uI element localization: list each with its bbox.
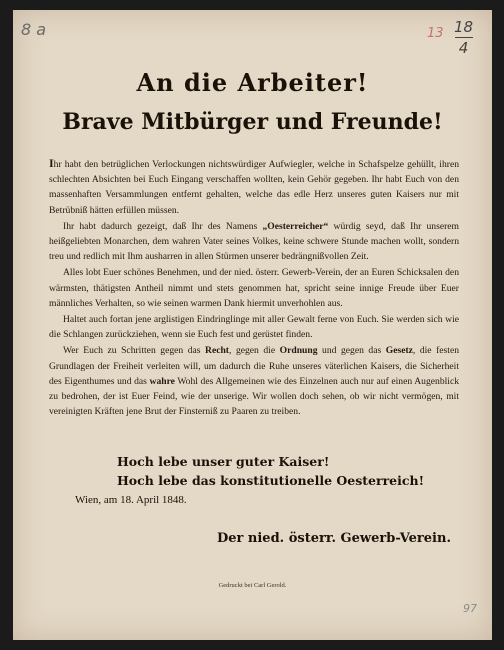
paragraph-4: Haltet auch fortan jene arglistigen Eindringlinge mit aller Gewalt ferne von Euch. Sie werden sich wie die Schlangen zurückziehen, wenn sie Euch fest und gerüstet finden. bbox=[49, 314, 459, 341]
cheer-kaiser: Hoch lebe unser guter Kaiser! bbox=[117, 454, 330, 469]
emphasis-ordnung: Ordnung bbox=[279, 345, 318, 357]
archive-mark-top-left: 8 a bbox=[21, 20, 47, 39]
poster-sheet bbox=[13, 10, 492, 640]
paragraph-2-text-b: würdig seyd, daß Ihr unserem heißgeliebten Monarchen, dem wahren Vater seines Volkes, keine schwere Stunde machen wollt, sondern treu und redlich mit Ihm ausharren in allen Stürmen unserer bedrängnißvollen Zeit. bbox=[49, 220, 459, 263]
cheers-block bbox=[117, 452, 437, 490]
paragraph-5 bbox=[49, 343, 459, 419]
emphasis-recht: Recht bbox=[205, 345, 230, 357]
archive-mark-red: 13 bbox=[427, 26, 444, 41]
paragraph-2-text-a: Ihr habt dadurch gezeigt, daß Ihr des Namens bbox=[63, 220, 263, 232]
fraction-numerator: 18 bbox=[454, 18, 474, 36]
paragraph-5-text-2: , gegen die bbox=[229, 345, 280, 357]
fraction-bar bbox=[455, 37, 473, 38]
paragraph-5-text-5: Wohl des Allgemeinen wie des Einzelnen auch nur auf einen Augenblick zu bedrohen, der ist Euer Feind, wie der unserige. Wir wollen doch sehen, ob wir nicht vermögen, mit vereinigten Kräften jene Brut der Finsterniß zu Paaren zu treiben. bbox=[49, 375, 459, 418]
emphasis-oesterreicher: „Oesterreicher“ bbox=[262, 220, 329, 232]
archive-mark-fraction bbox=[454, 18, 473, 57]
poster-body bbox=[49, 156, 459, 420]
poster-subheading: Brave Mitbürger und Freunde! bbox=[62, 109, 443, 135]
paragraph-5-text-1: Wer Euch zu Schritten gegen das bbox=[63, 345, 206, 357]
paragraph-1 bbox=[49, 156, 459, 218]
archive-mark-bottom: 97 bbox=[463, 602, 477, 615]
cheer-oesterreich: Hoch lebe das konstitutionelle Oesterreich! bbox=[117, 473, 425, 488]
signature: Der nied. österr. Gewerb-Verein. bbox=[217, 531, 451, 546]
emphasis-wahre: wahre bbox=[149, 375, 175, 387]
paragraph-1-text: hr habt den betrüglichen Verlockungen nichtswürdiger Aufwiegler, welche in Schafspelze gehüllt, ihren schlechten Absichten bei Euch Eingang verschaffen wollten, kein Gehör gegeben. Ihr habt Euch von den massenhaften Versammlungen entfernt gehalten, welche das edle Herz unseres guten Kaisers nur mit Betrübniß hätten erfüllen müssen. bbox=[49, 159, 459, 216]
paragraph-3: Alles lobt Euer schönes Benehmen, und der nied. österr. Gewerb-Verein, der an Euren Schicksalen den wärmsten, thätigsten Antheil nimmt und stets genommen hat, spricht seine innige Freude über Euer männliches Verhalten, so wie seinen warmen Dank hiermit unverhohlen aus. bbox=[49, 267, 459, 309]
place-date: Wien, am 18. April 1848. bbox=[75, 494, 187, 506]
printer-credit: Gedruckt bei Carl Gerold. bbox=[218, 582, 287, 589]
emphasis-gesetz: Gesetz bbox=[385, 345, 413, 357]
paragraph-5-text-3: und gegen das bbox=[317, 345, 386, 357]
dropcap: I bbox=[49, 156, 54, 170]
paragraph-5-text-4: , die festen Grundlagen der Freiheit verleiten will, um dadurch die Ruhe unseres väterlichen Kaisers, die Sicherheit des Eigenthumes und das bbox=[49, 345, 459, 387]
fraction-denominator: 4 bbox=[458, 39, 469, 57]
paragraph-2 bbox=[49, 219, 459, 265]
poster-heading: An die Arbeiter! bbox=[136, 68, 369, 97]
